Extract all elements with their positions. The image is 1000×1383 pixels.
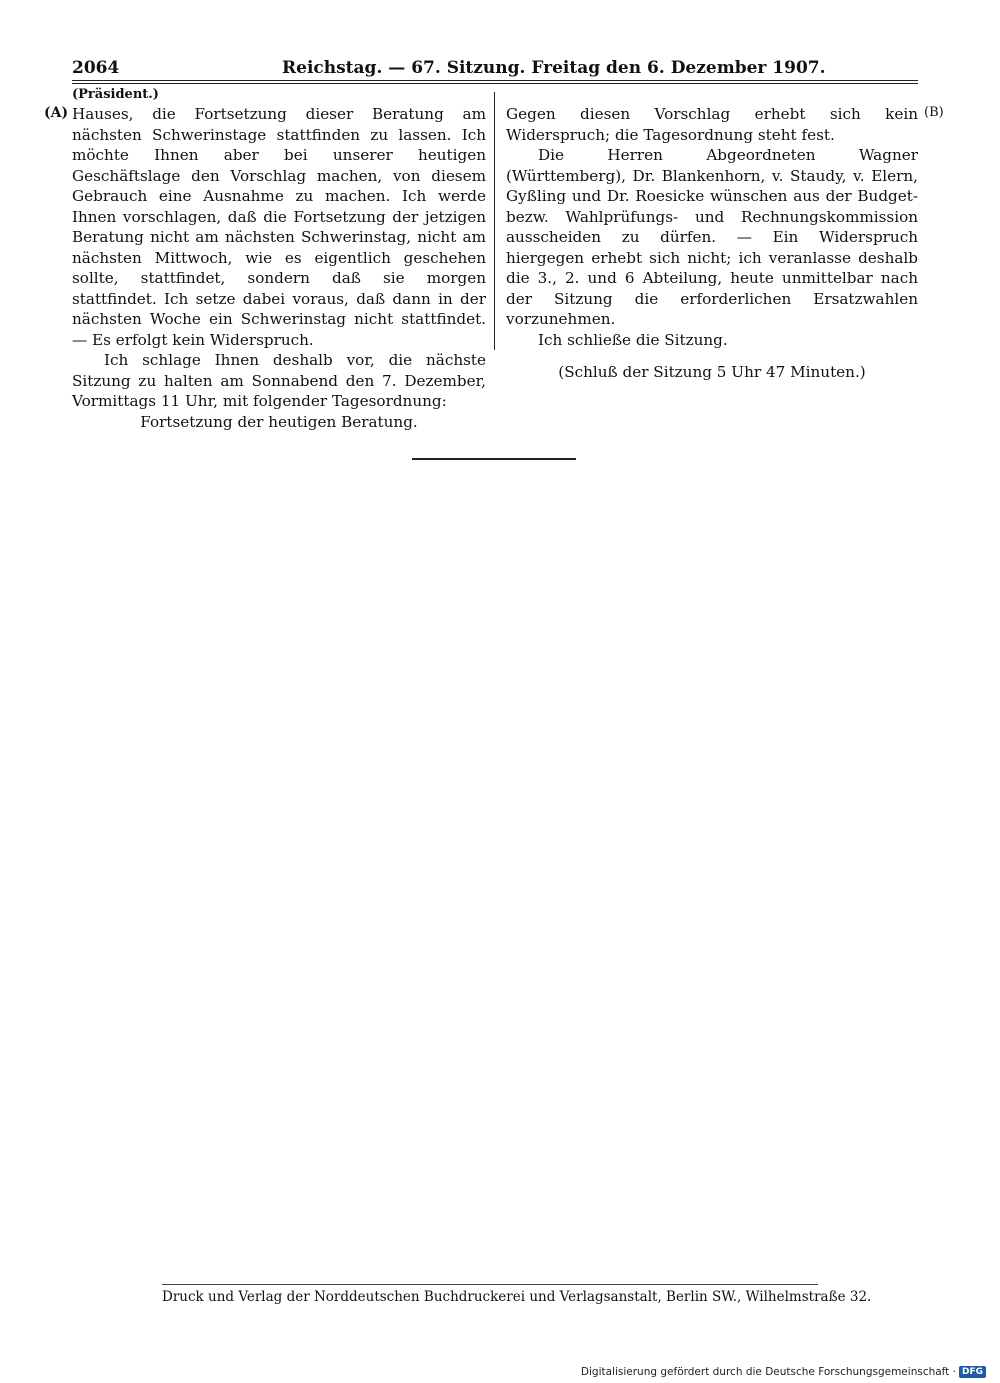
left-column bbox=[72, 104, 486, 432]
paragraph: Ich schlage Ihnen deshalb vor, die nächste Sitzung zu halten am Sonnabend den 7. Dezember, Vormittags 11 Uhr, mit folgender Tagesordnung: bbox=[72, 351, 486, 410]
paragraph: Ich schließe die Sitzung. bbox=[538, 330, 728, 349]
header-rule bbox=[72, 83, 918, 84]
margin-marker-b: (B) bbox=[924, 105, 944, 120]
footer-rule bbox=[162, 1284, 818, 1285]
page-header bbox=[72, 58, 918, 80]
closing-note: (Schluß der Sitzung 5 Uhr 47 Minuten.) bbox=[558, 363, 866, 381]
digitization-notice-text: Digitalisierung gefördert durch die Deutsche Forschungsgemeinschaft · bbox=[580, 1366, 956, 1378]
printer-imprint: Druck und Verlag der Norddeutschen Buchdruckerei und Verlagsanstalt, Berlin SW., Wilhelmstraße 32. bbox=[162, 1289, 872, 1305]
running-title: Reichstag. — 67. Sitzung. Freitag den 6. Dezember 1907. bbox=[282, 58, 826, 78]
dfg-logo: DFG bbox=[959, 1366, 986, 1378]
margin-marker-a: (A) bbox=[44, 105, 69, 121]
page-number: 2064 bbox=[72, 58, 120, 78]
agenda-item: Fortsetzung der heutigen Beratung. bbox=[140, 412, 418, 431]
paragraph: Hauses, die Fortsetzung dieser Beratung am nächsten Schwerinstage stattfinden zu lassen. Ich möchte Ihnen aber bei unserer heutigen Geschäftslage den Vorschlag machen, von diesem Gebrauch eine Ausnahme zu machen. Ich werde Ihnen vorschlagen, daß die Fortsetzung der jetzigen Beratung nicht am nächsten Schwerinstag, nicht am nächsten Mittwoch, wie es eigentlich geschehen sollte, stattfindet, sondern daß sie morgen stattfindet. Ich setze dabei voraus, daß dann in der nächsten Woche ein Schwerinstag nicht stattfindet. — Es erfolgt kein Widerspruch. bbox=[72, 105, 486, 349]
header-rule bbox=[72, 80, 918, 81]
section-end-rule bbox=[412, 458, 576, 460]
digitization-notice bbox=[581, 1366, 986, 1378]
column-divider bbox=[494, 92, 495, 350]
paragraph: Die Herren Abgeordneten Wagner (Württemberg), Dr. Blankenhorn, v. Staudy, v. Elern, Gyßling und Dr. Roesicke wünschen aus der Budget- bezw. Wahlprüfungs- und Rechnungskommission ausscheiden zu dürfen. — Ein Widerspruch hiergegen erhebt sich nicht; ich veranlasse deshalb die 3., 2. und 6 Abteilung, heute unmittelbar nach der Sitzung die erforderlichen Ersatzwahlen vorzunehmen. bbox=[506, 146, 918, 328]
speaker-label: (Präsident.) bbox=[72, 87, 159, 102]
right-column bbox=[506, 104, 918, 383]
paragraph: Gegen diesen Vorschlag erhebt sich kein Widerspruch; die Tagesordnung steht fest. bbox=[506, 105, 918, 144]
